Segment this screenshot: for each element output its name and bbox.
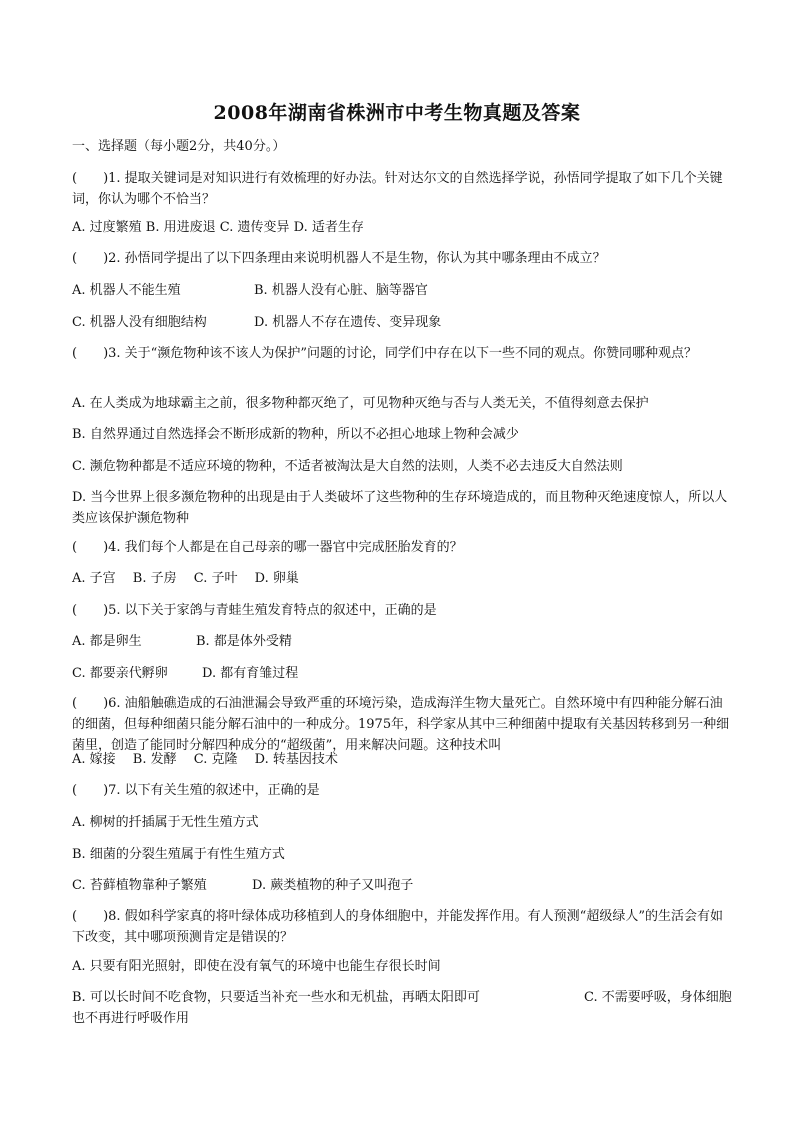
question-5-stem: ( )5. 以下关于家鸽与青蛙生殖发育特点的叙述中，正确的是: [72, 603, 437, 618]
question-1-options: A. 过度繁殖 B. 用进废退 C. 遗传变异 D. 适者生存: [72, 220, 364, 235]
question-4-options: A. 子宫 B. 子房 C. 子叶 D. 卵巢: [72, 571, 299, 586]
option-c: C. 苔藓植物靠种子繁殖: [72, 878, 207, 893]
document-title: 2008年湖南省株洲市中考生物真题及答案: [213, 102, 581, 124]
option-a: A. 机器人不能生殖: [72, 283, 181, 298]
question-1-stem: ( )1. 提取关键词是对知识进行有效梳理的好办法。针对达尔文的自然选择学说，孙悟同学提取了如下几个关键词，你认为哪个不恰当？: [72, 171, 723, 207]
option-d: D. 蕨类植物的种子又叫孢子: [252, 878, 414, 893]
question-2-stem: ( )2. 孙悟同学提出了以下四条理由来说明机器人不是生物，你认为其中哪条理由不成立？: [72, 251, 606, 266]
question-3-option-a: A. 在人类成为地球霸主之前，很多物种都灭绝了，可见物种灭绝与否与人类无关，不值得刻意去保护: [72, 396, 649, 411]
question-7-options-row: [72, 875, 732, 896]
question-7-option-b: B. 细菌的分裂生殖属于有性生殖方式: [72, 847, 285, 862]
question-4-stem: ( )4. 我们每个人都是在自己母亲的哪一器官中完成胚胎发育的？: [72, 540, 463, 555]
question-7-stem: ( )7. 以下有关生殖的叙述中，正确的是: [72, 783, 320, 798]
question-3-option-d: D. 当今世界上很多濒危物种的出现是由于人类破坏了这些物种的生存环境造成的，而且物种灭绝速度惊人，所以人类应该保护濒危物种: [72, 490, 728, 526]
question-8-option-c: C. 不需要呼吸，身体细胞也不再进行呼吸作用: [72, 990, 732, 1026]
question-6-options: A. 嫁接 B. 发酵 C. 克隆 D. 转基因技术: [72, 752, 338, 767]
question-2-options-row1: [72, 280, 732, 301]
question-2-options-row2: [72, 312, 732, 333]
question-3-stem: ( )3. 关于“濒危物种该不该人为保护”问题的讨论，同学们中存在以下一些不同的观点。你赞同哪种观点？: [72, 346, 697, 361]
question-6-stem: ( )6. 油船触礁造成的石油泄漏会导致严重的环境污染，造成海洋生物大量死亡。自然环境中有四种能分解石油的细菌，但每种细菌只能分解石油中的一种成分。1975年，科学家从其中三种细菌中提取有关基因转移到另一种细菌里，创造了能同时分解四种成分的“超级菌”，用来解决问题。这种技术叫: [72, 696, 730, 753]
question-5-options-row1: [72, 631, 732, 652]
option-c: C. 机器人没有细胞结构: [72, 315, 207, 330]
option-c: C. 都要亲代孵卵: [72, 666, 168, 681]
question-7-option-a: A. 柳树的扦插属于无性生殖方式: [72, 815, 259, 830]
question-8-option-a: A. 只要有阳光照射，即使在没有氧气的环境中也能生存很长时间: [72, 959, 441, 974]
question-3-option-c: C. 濒危物种都是不适应环境的物种，不适者被淘汰是大自然的法则，人类不必去违反大自然法则: [72, 459, 623, 474]
section-heading: 一、选择题（每小题2分，共40分。）: [72, 139, 286, 154]
question-5-options-row2: [72, 663, 732, 684]
option-d: D. 机器人不存在遗传、变异现象: [254, 315, 442, 330]
option-d: D. 都有育雏过程: [202, 666, 299, 681]
option-b: B. 机器人没有心脏、脑等器官: [254, 283, 428, 298]
question-8-stem: ( )8. 假如科学家真的将叶绿体成功移植到人的身体细胞中，并能发挥作用。有人预测“超级绿人”的生活会有如下改变，其中哪项预测肯定是错误的？: [72, 909, 723, 945]
question-3-option-b: B. 自然界通过自然选择会不断形成新的物种，所以不必担心地球上物种会减少: [72, 427, 519, 442]
option-b: B. 都是体外受精: [196, 634, 292, 649]
option-a: A. 都是卵生: [72, 634, 142, 649]
option-b: B. 可以长时间不吃食物，只要适当补充一些水和无机盐，再晒太阳即可: [72, 990, 480, 1005]
